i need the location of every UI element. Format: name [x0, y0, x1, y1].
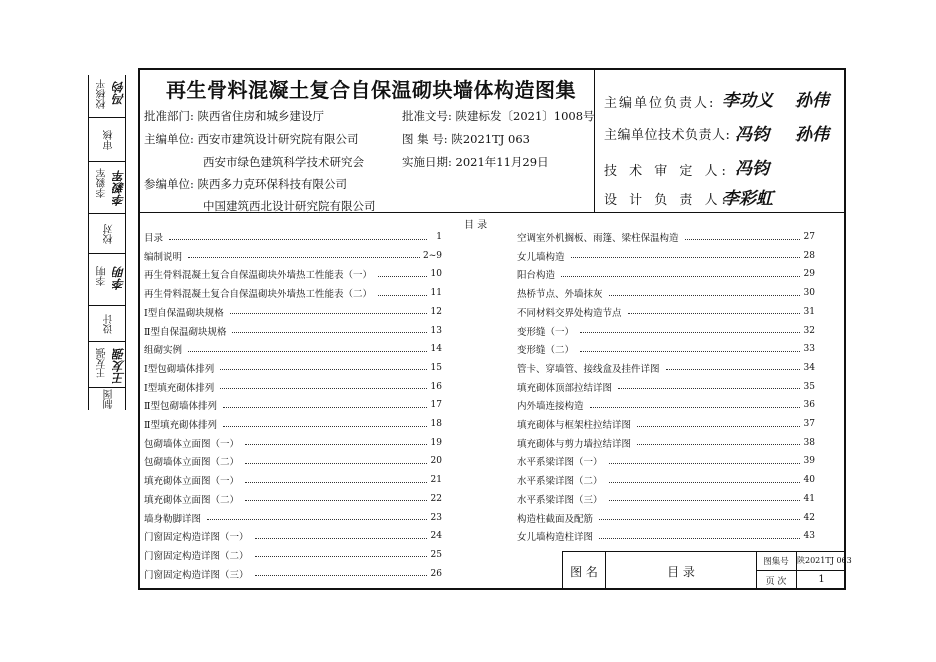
impl-date: 实施日期: 2021年11月29日: [402, 155, 549, 169]
figure-name: 目 录: [667, 565, 695, 579]
toc-entry-title: Ⅱ型包砌墙体排列: [144, 401, 217, 413]
toc-entry-title: 不同材料交界处构造节点: [517, 307, 622, 319]
toc-entry: [144, 322, 442, 340]
toc-entry: [517, 303, 815, 321]
toc-entry-title: 编制说明: [144, 251, 183, 263]
toc-entry-title: Ⅰ型包砌墙体排列: [144, 363, 215, 375]
toc-entry-title: 水平系梁详图（一）: [517, 457, 603, 469]
toc-entry: [517, 471, 815, 489]
atlas-no: 图 集 号: 陕2021TJ 063: [402, 132, 530, 146]
toc-entry-title: 管卡、穿墙管、接线盒及挂件详图: [517, 363, 660, 375]
toc-entry-title: 包砌墙体立面图（一）: [144, 438, 240, 450]
side-label: 设计: [104, 314, 115, 334]
toc-entry: [517, 527, 815, 545]
toc-entry-title: 门窗固定构造详图（三）: [144, 569, 249, 581]
toc-entry: [144, 471, 442, 489]
toc-leader-dots: [637, 426, 800, 427]
toc-entry-page: 19: [430, 437, 442, 448]
toc-leader-dots: [255, 575, 427, 576]
toc-entry-page: 40: [803, 475, 815, 486]
responsible-label: 主编单位技术负责人:: [604, 128, 731, 143]
toc-entry-page: 11: [430, 288, 442, 299]
toc-leader-dots: [609, 482, 800, 483]
side-cell: [89, 387, 126, 410]
side-cell: [89, 75, 126, 117]
toc-entry: [517, 452, 815, 470]
toc-leader-dots: [245, 463, 427, 464]
toc-entry-page: 36: [803, 400, 815, 411]
toc-entry-title: 填充砌体立面图（二）: [144, 494, 240, 506]
toc-entry: [144, 228, 442, 246]
side-cell: [89, 117, 126, 161]
approval-dept: 批准部门: 陕西省住房和城乡建设厅: [144, 109, 325, 123]
toc-entry-page: 27: [803, 232, 815, 242]
toc-leader-dots: [230, 313, 427, 314]
toc-entry-title: 填充砌体与框架柱拉结详图: [517, 420, 632, 431]
toc-leader-dots: [609, 295, 800, 296]
toc-entry: [517, 247, 815, 265]
toc-entry-page: 25: [430, 549, 442, 560]
toc-entry-title: 阳台构造: [517, 270, 556, 282]
toc-heading: 目 录: [464, 220, 488, 231]
toc-entry-page: 30: [803, 288, 815, 299]
toc-entry: [144, 565, 442, 583]
page-title: 再生骨料混凝土复合自保温砌块墙体构造图集: [166, 78, 576, 102]
toc-leader-dots: [255, 538, 427, 539]
toc-leader-dots: [245, 482, 427, 483]
toc-entry-page: 29: [803, 269, 815, 280]
toc-entry: [144, 284, 442, 302]
toc-entry-page: 34: [803, 362, 815, 373]
toc-entry-title: 门窗固定构造详图（一）: [144, 532, 249, 544]
toc-leader-dots: [255, 556, 427, 557]
toc-entry: [517, 378, 815, 396]
toc-entry-title: 再生骨料混凝土复合自保温砌块外墙热工性能表（一）: [144, 270, 373, 282]
toc-entry-page: 28: [803, 250, 815, 261]
toc-entry-title: 女儿墙构造柱详图: [517, 532, 594, 544]
atlas-no-value: 陕2021TJ 063: [797, 556, 852, 565]
side-signature: 冯钧: [112, 81, 126, 105]
toc-entry: [517, 265, 815, 283]
toc-entry: [517, 434, 815, 452]
toc-leader-dots: [571, 257, 800, 258]
toc-leader-dots: [378, 295, 427, 296]
toc-entry-title: 包砌墙体立面图（二）: [144, 457, 240, 469]
toc-leader-dots: [245, 500, 427, 501]
toc-leader-dots: [169, 239, 427, 240]
title-block-divider: [605, 551, 606, 589]
side-label: 校核平: [97, 79, 108, 109]
toc-leader-dots: [188, 351, 427, 352]
toc-entry: [144, 527, 442, 545]
toc-entry: [144, 434, 442, 452]
toc-leader-dots: [685, 239, 800, 240]
participant-unit: 参编单位: 陕西多力克环保科技有限公司: [144, 177, 348, 191]
toc-leader-dots: [609, 500, 800, 501]
toc-entry: [517, 396, 815, 414]
toc-entry: [517, 415, 815, 433]
toc-entry-page: 38: [803, 437, 815, 448]
atlas-no-label: 图集号: [763, 557, 789, 567]
toc-leader-dots: [580, 351, 800, 352]
toc-entry-title: 热桥节点、外墙抹灰: [517, 289, 603, 301]
toc-leader-dots: [220, 388, 427, 389]
toc-entry-title: 变形缝（二）: [517, 345, 575, 357]
header-bottom-line: [139, 212, 845, 213]
toc-entry-title: 水平系梁详图（三）: [517, 494, 603, 506]
toc-leader-dots: [609, 463, 800, 464]
toc-entry: [517, 509, 815, 527]
toc-entry: [517, 228, 815, 246]
toc-leader-dots: [637, 444, 800, 445]
toc-entry: [144, 546, 442, 564]
toc-entry-title: 构造柱截面及配筋: [517, 513, 594, 525]
toc-entry: [144, 303, 442, 321]
toc-entry: [144, 378, 442, 396]
toc-entry-page: 22: [430, 493, 442, 504]
toc-entry-page: 1: [436, 232, 442, 242]
editor-unit-2: 西安市绿色建筑科学技术研究会: [203, 155, 364, 169]
title-block-left: [562, 551, 563, 589]
header-divider: [594, 70, 595, 212]
toc-leader-dots: [207, 519, 427, 520]
toc-entry-page: 31: [803, 306, 815, 317]
toc-entry-title: 女儿墙构造: [517, 251, 565, 263]
toc-entry: [517, 322, 815, 340]
toc-entry: [144, 509, 442, 527]
toc-entry-page: 20: [430, 456, 442, 467]
toc-entry-page: 10: [430, 269, 442, 280]
toc-entry-title: Ⅰ型自保温砌块规格: [144, 307, 224, 319]
toc-entry-title: 墙身勒脚详图: [144, 513, 202, 525]
toc-entry-title: 门窗固定构造详图（二）: [144, 550, 249, 562]
toc-entry: [517, 340, 815, 358]
page-value: 1: [818, 574, 825, 585]
toc-entry-title: Ⅱ型填充砌体排列: [144, 420, 217, 431]
toc-entry-title: 水平系梁详图（二）: [517, 476, 603, 488]
side-label: 李毅军: [97, 168, 108, 198]
toc-entry-title: Ⅱ型自保温砌块规格: [144, 326, 227, 338]
side-label: 制图: [104, 389, 115, 409]
side-signature: 李明: [112, 266, 126, 290]
toc-leader-dots: [599, 519, 800, 520]
toc-leader-dots: [223, 426, 427, 427]
toc-leader-dots: [245, 444, 427, 445]
toc-entry-page: 16: [430, 381, 442, 392]
toc-entry: [517, 284, 815, 302]
responsible-label: 主编单位负责人:: [604, 96, 716, 111]
signature: 孙伟: [795, 91, 829, 111]
toc-entry-page: 21: [430, 475, 442, 486]
toc-entry-page: 35: [803, 381, 815, 392]
toc-entry-page: 17: [430, 400, 442, 411]
toc-leader-dots: [666, 369, 800, 370]
page-label: 页 次: [765, 577, 787, 587]
side-cell: [89, 341, 126, 387]
toc-entry-page: 15: [430, 362, 442, 373]
toc-entry-title: 填充砌体立面图（一）: [144, 476, 240, 488]
toc-entry-title: 组砌实例: [144, 345, 183, 357]
toc-entry: [144, 359, 442, 377]
toc-entry: [144, 452, 442, 470]
toc-entry: [144, 247, 442, 265]
side-label: 审核: [104, 130, 115, 150]
side-signature: 王友强: [112, 348, 126, 384]
toc-entry-page: 23: [430, 512, 442, 523]
figure-name-label: 图 名: [570, 565, 598, 579]
toc-leader-dots: [220, 369, 427, 370]
toc-entry: [517, 359, 815, 377]
editor-unit: 主编单位: 西安市建筑设计研究院有限公司: [144, 132, 359, 146]
toc-entry: [144, 415, 442, 433]
toc-entry-page: 39: [803, 456, 815, 467]
approval-no: 批准文号: 陕建标发〔2021〕1008号: [402, 109, 595, 123]
toc-leader-dots: [188, 257, 420, 258]
toc-leader-dots: [378, 276, 427, 277]
side-cell: [89, 161, 126, 213]
toc-entry-page: 13: [430, 325, 442, 336]
toc-entry-page: 42: [803, 512, 815, 523]
toc-entry: [144, 490, 442, 508]
toc-entry: [517, 490, 815, 508]
toc-entry-title: 空调室外机搁板、雨篷、梁柱保温构造: [517, 233, 679, 244]
side-signature-panel: [88, 75, 126, 410]
side-cell: [89, 305, 126, 341]
side-label: 李明: [97, 266, 108, 286]
toc-leader-dots: [580, 332, 800, 333]
toc-leader-dots: [561, 276, 800, 277]
toc-entry-title: 再生骨料混凝土复合自保温砌块外墙热工性能表（二）: [144, 289, 373, 301]
side-cell: [89, 213, 126, 253]
title-block-mid: [756, 570, 846, 571]
side-signature: 李毅军: [112, 170, 126, 206]
toc-entry: [144, 265, 442, 283]
signature: 孙伟: [795, 125, 829, 145]
signature: 李功义: [722, 91, 773, 111]
toc-entry-title: 填充砌体顶部拉结详图: [517, 382, 613, 394]
responsible-label: 设 计 负 责 人:: [604, 193, 730, 208]
toc-entry-page: 33: [803, 344, 815, 355]
toc-entry-page: 26: [430, 568, 442, 579]
toc-entry-title: 变形缝（一）: [517, 326, 575, 338]
toc-entry-page: 2~9: [423, 250, 442, 261]
toc-entry-page: 43: [803, 531, 815, 542]
toc-leader-dots: [628, 313, 800, 314]
side-label: 校对: [104, 224, 115, 244]
toc-leader-dots: [223, 407, 427, 408]
toc-entry: [144, 396, 442, 414]
toc-entry-page: 18: [430, 419, 442, 429]
responsible-label: 技 术 审 定 人:: [604, 164, 730, 179]
toc-entry-page: 12: [430, 306, 442, 317]
signature: 李彩虹: [722, 189, 773, 209]
toc-entry-page: 32: [803, 325, 815, 336]
participant-unit-2: 中国建筑西北设计研究院有限公司: [203, 199, 376, 213]
signature: 冯钧: [735, 159, 769, 179]
side-label: 王友强: [97, 348, 108, 378]
toc-entry-title: 填充砌体与剪力墙拉结详图: [517, 438, 632, 450]
signature: 冯钧: [735, 125, 769, 145]
toc-entry-page: 37: [803, 419, 815, 429]
toc-leader-dots: [232, 332, 427, 333]
toc-entry-title: 目录: [144, 233, 164, 244]
toc-entry-title: 内外墙连接构造: [517, 401, 584, 413]
toc-entry-title: Ⅰ型填充砌体排列: [144, 382, 215, 394]
toc-entry-page: 14: [430, 344, 442, 355]
toc-leader-dots: [599, 538, 800, 539]
side-cell: [89, 253, 126, 305]
toc-leader-dots: [618, 388, 800, 389]
toc-entry-page: 24: [430, 531, 442, 542]
toc-entry: [144, 340, 442, 358]
toc-entry-page: 41: [803, 493, 815, 504]
toc-leader-dots: [590, 407, 800, 408]
